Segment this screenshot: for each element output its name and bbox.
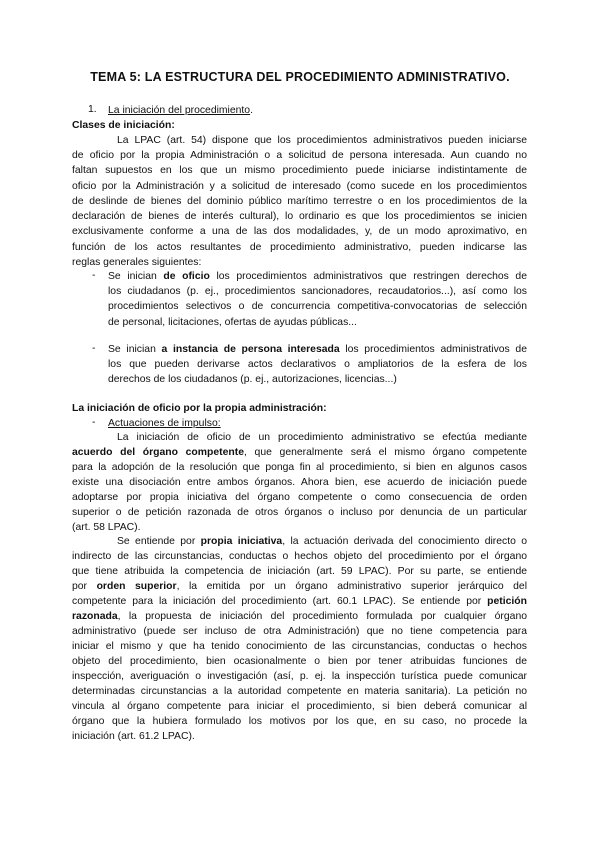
bullet-line [108,270,527,284]
subheading-iniciacion-oficio: La iniciación de oficio por la propia administración: [72,403,327,414]
paragraph-text: , la actuación derivada del conocimiento directo o [282,536,528,547]
paragraph-line: órgano que la hubiera formulado los motivos por los que, en su caso, no procede la [72,716,527,727]
bullet-text: Se inician [108,344,162,355]
paragraph-line: iniciación (art. 61.2 LPAC). [72,731,195,742]
section-heading-text: La iniciación del procedimiento [108,105,251,116]
bullet-text: Se inician [108,271,164,282]
paragraph-line: (art. 58 LPAC). [72,522,141,533]
bullet-line [108,343,527,357]
paragraph-line: La LPAC (art. 54) dispone que los procedimientos administrativos pueden iniciarse [117,135,527,146]
bullet-dash: - [92,417,96,428]
paragraph-line: que tiene atribuida la competencia de iniciación (art. 59 LPAC). Por su parte, se entiende [72,566,527,577]
paragraph-line: administrativo (puede ser incluso de otra Administración) que no tiene competencia para [72,626,527,637]
bold-term: propia iniciativa [200,536,283,547]
paragraph-line: exclusivamente conforme a una de las dos modalidades, y, de un modo aproximativo, en [72,226,527,237]
paragraph-line: existe una disociación entre ambos órganos. Ahora bien, ese acuerdo de iniciación puede [72,477,527,488]
paragraph-line [72,610,527,624]
bold-term: orden superior [96,581,177,592]
paragraph-line [72,446,527,460]
paragraph-text: por [72,581,97,592]
page-title: TEMA 5: LA ESTRUCTURA DEL PROCEDIMIENTO ADMINISTRATIVO. [90,70,510,84]
bullet-dash: - [92,343,96,354]
paragraph-text: competente para la iniciación del procedimiento (art. 60.1 LPAC). Se entiende por [72,596,488,607]
paragraph-text: , la emitida por un órgano administrativo superior jerárquico del [176,581,528,592]
paragraph-line: La iniciación de oficio de un procedimiento administrativo se efectúa mediante [117,432,527,443]
paragraph-line: adoptarse por propia iniciativa del órgano competente o como consecuencia de orden [72,492,527,503]
paragraph-line [72,580,527,594]
bullet-text: los procedimientos administrativos de [339,344,527,355]
bullet-line: procedimientos selectivos o de concurrencia competitiva-convocatorias de selección [108,301,527,312]
paragraph-line: determinadas circunstancias a la autoridad competente en materia sanitaria). La petición no [72,686,527,697]
section-heading-dot: . [250,105,253,116]
paragraph-line [72,595,527,609]
bold-term: acuerdo del órgano competente [72,447,244,458]
bullet-line: los ciudadanos (p. ej., procedimientos sancionadores, recaudatorios...), así como los [108,286,527,297]
paragraph-line: reglas generales siguientes: [72,257,202,268]
paragraph-line: indirecto de las circunstancias, conductas o hechos objeto del procedimiento por el órgano [72,551,527,562]
bullet-line: de personal, licitaciones, ofertas de ayudas públicas... [108,317,357,328]
paragraph-line: función de los actos resultantes de procedimiento administrativo, pueden indicarse las [72,242,527,253]
bold-term: petición [487,596,527,607]
section-heading [108,104,253,118]
paragraph-line: iniciar el mismo y que ha tenido conocimiento de las circunstancias, conductas o hechos [72,641,527,652]
paragraph-line: objeto del procedimiento, bien ocasionalmente o bien por tener atribuidas funciones de [72,656,527,667]
bullet-line: derechos de los ciudadanos (p. ej., autorizaciones, licencias...) [108,374,397,385]
bold-term: razonada [72,611,118,622]
paragraph-text: , que generalmente será el mismo órgano competente [243,447,527,458]
paragraph-line: de oficio por la propia Administración o a solicitud de persona interesada. Aun cuando no [72,150,527,161]
paragraph-line: oficio por la Administración y a solicitud de interesado (como sucede en los procedimientos [72,181,527,192]
paragraph-text: , la propuesta de iniciación del procedimiento formulada por cualquier órgano [117,611,527,622]
paragraph-line: para la adopción de la resolución que ponga fin al procedimiento, si bien en algunos casos [72,462,527,473]
paragraph-line [117,535,527,549]
paragraph-line: inspección, averiguación o investigación (así, p. ej. la inspección turística puede comunicar [72,671,527,682]
list-number: 1. [88,104,97,115]
paragraph-line: faltan supuestos en los que un mismo procedimiento puede iniciarse indistintamente de [72,165,527,176]
bullet-line: los que pueden derivarse actos declarativos o ampliatorios de la esfera de los [108,359,527,370]
bullet-text: los procedimientos administrativos que restringen derechos de [209,271,527,282]
bullet-dash: - [92,270,96,281]
subheading-clases: Clases de iniciación: [72,120,175,131]
paragraph-line: declaración de bienes de interés cultural), lo ordinario es que los procedimientos se inicien [72,211,527,222]
paragraph-line: superior o de petición razonada de otros órganos o incluso por denuncia de un particular [72,507,527,518]
bullet-bold: de oficio [163,271,210,282]
paragraph-line: de deslinde de bienes del dominio público marítimo terrestre o en los procedimientos de la [72,196,527,207]
paragraph-text: Se entiende por [117,536,201,547]
paragraph-line: vincula al órgano competente para iniciar el procedimiento, si bien deberá comunicar al [72,701,527,712]
item-actuaciones-impulso: Actuaciones de impulso: [108,418,221,429]
bullet-bold: a instancia de persona interesada [161,344,340,355]
